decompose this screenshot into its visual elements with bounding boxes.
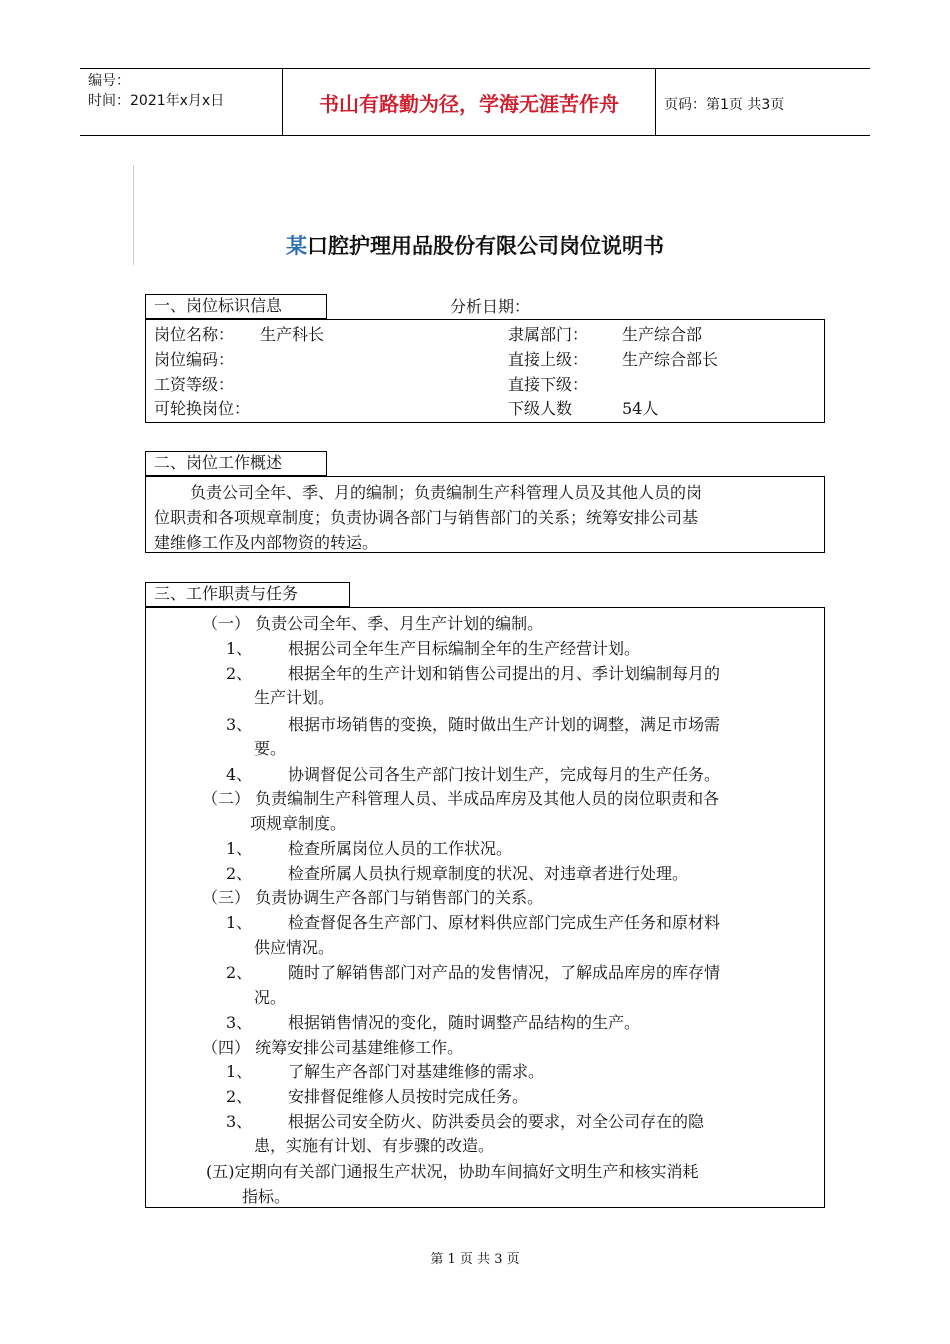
duty-item: 检查所属人员执行规章制度的状况、对违章者进行处理。 [288,864,689,883]
analysis-date-label: 分析日期： [450,297,531,316]
duty-item-number: 2、 [226,664,253,683]
duty-item-number: 2、 [226,1087,253,1106]
duty-item-number: 1、 [226,839,253,858]
position-code-label: 岗位编码： [154,350,235,369]
duty-group-heading-continued: 指标。 [242,1187,291,1206]
duty-item: 根据公司安全防火、防洪委员会的要求，对全公司存在的隐 [288,1112,705,1131]
duty-item-number: 2、 [226,963,253,982]
direct-superior-value: 生产综合部长 [622,350,719,369]
duty-item-number: 3、 [226,715,253,734]
duty-item: 安排督促维修人员按时完成任务。 [288,1087,529,1106]
duty-item-continued: 供应情况。 [254,938,335,957]
motto-banner: 书山有路勤为径，学海无涯苦作舟 [319,91,619,116]
salary-grade-label: 工资等级： [154,375,235,394]
duty-item-continued: 况。 [254,988,287,1007]
direct-superior-label: 直接上级： [508,350,589,369]
duty-item: 检查督促各生产部门、原材料供应部门完成生产任务和原材料 [288,913,721,932]
duty-item-number: 1、 [226,913,253,932]
duty-item-continued: 生产计划。 [254,688,335,707]
section1-tab: 一、岗位标识信息 [145,294,327,319]
overview-line: 位职责和各项规章制度；负责协调各部门与销售部门的关系；统筹安排公司基 [154,508,699,527]
duty-item-number: 1、 [226,639,253,658]
title-first-char: 某 [286,234,307,258]
duty-item-number: 2、 [226,864,253,883]
duty-item: 根据全年的生产计划和销售公司提出的月、季计划编制每月的 [288,664,721,683]
department-label: 隶属部门： [508,325,589,344]
duty-group-heading: （四） 统筹安排公司基建维修工作。 [202,1038,464,1057]
duty-item-continued: 要。 [254,739,287,758]
page-indicator: 页码：第1页 共3页 [664,97,785,113]
document-title [0,230,950,260]
duty-item-number: 1、 [226,1062,253,1081]
position-name-label: 岗位名称： [154,325,235,344]
direct-subordinate-label: 直接下级： [508,375,589,394]
overview-line: 建维修工作及内部物资的转运。 [154,533,379,552]
duty-item: 了解生产各部门对基建维修的需求。 [288,1062,545,1081]
duty-group-heading-continued: 项规章制度。 [250,814,347,833]
section3-tab: 三、工作职责与任务 [145,582,350,607]
page-footer: 第 1 页 共 3 页 [430,1252,520,1267]
document-time-label: 时间：2021年x月x日 [88,93,225,109]
department-value: 生产综合部 [622,325,703,344]
duty-item: 根据公司全年生产目标编制全年的生产经营计划。 [288,639,641,658]
duty-item: 协调督促公司各生产部门按计划生产，完成每月的生产任务。 [288,765,721,784]
section2-tab: 二、岗位工作概述 [145,451,327,476]
duty-item: 随时了解销售部门对产品的发售情况，了解成品库房的库存情 [288,963,721,982]
duty-group-heading: （一） 负责公司全年、季、月生产计划的编制。 [202,614,544,633]
header-divider [655,68,656,136]
duty-group-heading: （三） 负责协调生产各部门与销售部门的关系。 [202,888,544,907]
duty-group-heading: (五)定期向有关部门通报生产状况，协助车间搞好文明生产和核实消耗 [206,1162,699,1181]
duty-item-number: 3、 [226,1013,253,1032]
title-rest: 口腔护理用品股份有限公司岗位说明书 [307,234,664,258]
rotation-position-label: 可轮换岗位： [154,399,251,418]
document-number-label: 编号： [88,73,130,89]
duty-item-number: 4、 [226,765,253,784]
duty-group-heading: （二） 负责编制生产科管理人员、半成品库房及其他人员的岗位职责和各 [202,789,720,808]
subordinate-count-value: 54人 [622,399,659,418]
subordinate-count-label: 下级人数 [508,399,573,418]
duty-item: 根据销售情况的变化，随时调整产品结构的生产。 [288,1013,641,1032]
overview-line: 负责公司全年、季、月的编制；负责编制生产科管理人员及其他人员的岗 [190,483,703,502]
duty-item-number: 3、 [226,1112,253,1131]
position-name-value: 生产科长 [260,325,325,344]
duty-item: 根据市场销售的变换，随时做出生产计划的调整，满足市场需 [288,715,721,734]
duty-item: 检查所属岗位人员的工作状况。 [288,839,513,858]
duty-item-continued: 患，实施有计划、有步骤的改造。 [254,1136,495,1155]
